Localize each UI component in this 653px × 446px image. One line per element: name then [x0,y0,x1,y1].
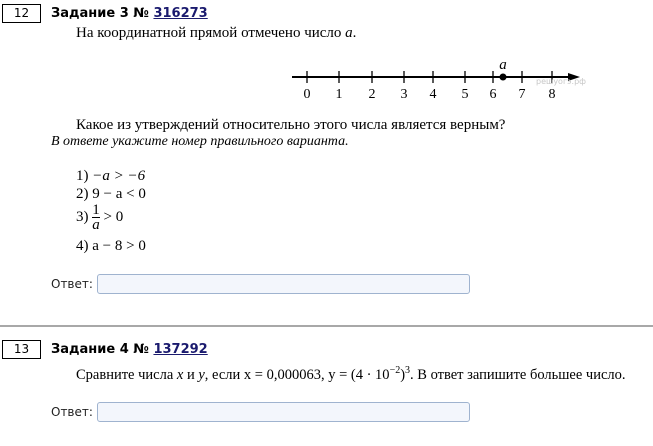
question-text: Какое из утверждений относительно этого числа является верным? [76,117,506,133]
instruction-text: В ответе укажите номер правильного варианта. [51,134,349,149]
var-x: x [176,366,184,383]
var-y: y [198,366,205,383]
formula-x: x = 0,000063 [243,366,321,383]
svg-text:0: 0 [303,87,311,102]
option-expr: a − 8 > 0 [92,238,146,254]
option-number: 3) [76,209,89,225]
intro-var: a [345,25,353,41]
number-line-figure [290,60,590,105]
task-title-text: Задание 4 № [51,342,154,357]
statement-text: и [183,366,199,383]
intro-text: На координатной прямой отмечено число [76,25,346,41]
answer-label: Ответ: [51,277,93,291]
option-3 [76,203,123,232]
task-statement [76,365,626,384]
task-title-text: Задание 3 № [51,6,154,21]
answer-input[interactable] [97,274,470,294]
intro-end: . [352,25,357,41]
formula-y-power: 3 [405,365,411,376]
svg-text:a: a [499,60,507,73]
svg-text:7: 7 [518,87,526,102]
option-fraction [92,203,100,232]
formula-y-exponent: −2 [389,365,401,376]
task-divider [0,325,653,327]
frac-numerator: 1 [92,202,100,218]
option-expr: 9 − a < 0 [92,186,146,202]
task-id-link[interactable]: 316273 [153,6,208,21]
option-number: 4) [76,238,89,254]
option-4 [76,238,146,255]
task-number-box: 12 [2,4,41,23]
statement-text: . В ответ запишите большее число. [410,366,626,383]
statement-text: , если [204,366,244,383]
task-number-box: 13 [2,340,41,359]
option-2 [76,186,146,203]
svg-text:4: 4 [429,87,437,102]
task-id-link[interactable]: 137292 [153,342,208,357]
task-intro [76,25,356,42]
option-expr: −a > −6 [92,168,146,184]
statement-text: Сравните числа [76,366,177,383]
task-title [51,4,208,23]
option-number: 2) [76,186,89,202]
option-expr: > 0 [99,209,124,225]
formula-y-close: ) [400,366,406,383]
task-title [51,340,208,359]
svg-text:2: 2 [368,87,376,102]
svg-text:8: 8 [548,87,556,102]
statement-text: , [320,366,329,383]
svg-text:6: 6 [489,87,497,102]
svg-text:3: 3 [400,87,408,102]
answer-label: Ответ: [51,405,93,419]
svg-text:1: 1 [335,87,343,102]
option-1 [76,168,145,185]
svg-text:5: 5 [461,87,469,102]
answer-input[interactable] [97,402,470,422]
frac-denominator: a [92,217,100,233]
svg-text:решуогэ.рф: решуогэ.рф [536,77,587,86]
option-number: 1) [76,168,89,184]
point-a-marker [500,74,507,81]
formula-y: y = (4 · 10 [328,366,390,383]
